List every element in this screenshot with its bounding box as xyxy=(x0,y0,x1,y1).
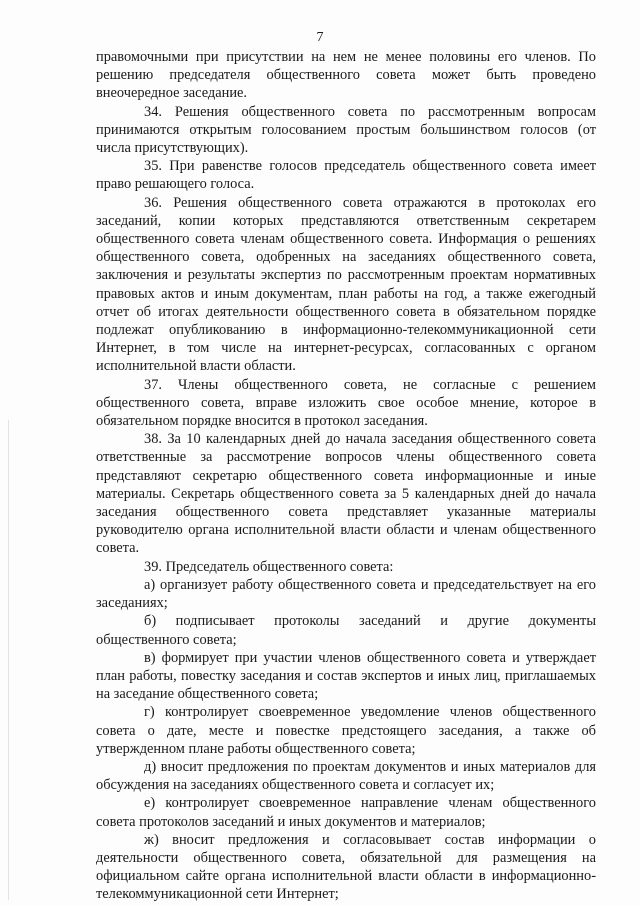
paragraph: а) организует работу общественного совета и председательствует на его заседаниях; xyxy=(96,576,596,612)
paragraph: д) вносит предложения по проектам документов и иных материалов для обсуждения на заседаниях общественного совета и согласует их; xyxy=(96,758,596,794)
paragraph: е) контролирует своевременное направление членам общественного совета протоколов заседаний и иных документов и материалов; xyxy=(96,795,596,830)
paragraph: г) контролирует своевременное уведомление членов общественного совета о дате, месте и повестке предстоящего заседания, а также об утвержденном плане работы общественного совета; xyxy=(96,704,596,757)
document-body xyxy=(96,48,596,904)
scan-edge-line xyxy=(8,420,9,900)
paragraph: 35. При равенстве голосов председатель общественного совета имеет право решающего голоса. xyxy=(96,158,596,193)
paragraph: 34. Решения общественного совета по рассмотренным вопросам принимаются открытым голосованием простым большинством голосов (от числа присутствующих). xyxy=(96,103,596,157)
paragraph: в) формирует при участии членов общественного совета и утверждает план работы, повестку заседания и состав экспертов и иных лиц, приглашаемых на заседание общественного совета; xyxy=(96,649,596,703)
paragraph: 36. Решения общественного совета отражаются в протоколах его заседаний, копии которых представляются ответственным секретарем общественного совета членам общественного совета. Информация о решениях общественного совета, одобренных на заседаниях общественного совета, заключения и результаты экспертиз по рассмотренным проектам нормативных правовых актов и иным документам, план работы на год, а также ежегодный отчет об итогах деятельности общественного совета в обязательном порядке подлежат опубликованию в информационно-телекоммуникационной сети Интернет, в том числе на интернет-ресурсах, согласованных с органом исполнительной власти области. xyxy=(96,194,596,375)
paragraph: 39. Председатель общественного совета: xyxy=(144,558,394,575)
paragraph: правомочными при присутствии на нем не менее половины его членов. По решению председателя общественного совета может быть проведено внеочередное заседание. xyxy=(96,49,596,102)
paragraph: 37. Члены общественного совета, не согласные с решением общественного совета, вправе изложить свое особое мнение, которое в обязательном порядке вносится в протокол заседания. xyxy=(96,376,596,430)
page-number: 7 xyxy=(316,30,324,45)
paragraph: б) подписывает протоколы заседаний и другие документы общественного совета; xyxy=(96,613,596,648)
paragraph: ж) вносит предложения и согласовывает состав информации о деятельности общественного совета, обязательной для размещения на официальном сайте органа исполнительной власти области в информационно-телекоммуникационной сети Интернет; xyxy=(96,831,596,903)
paragraph: 38. За 10 календарных дней до начала заседания общественного совета ответственные за рассмотрение вопросов члены общественного совета представляют секретарю общественного совета информационные и иные материалы. Секретарь общественного совета за 5 календарных дней до начала заседания общественного совета представляет указанные материалы руководителю органа исполнительной власти области и членам общественного совета. xyxy=(96,431,596,557)
